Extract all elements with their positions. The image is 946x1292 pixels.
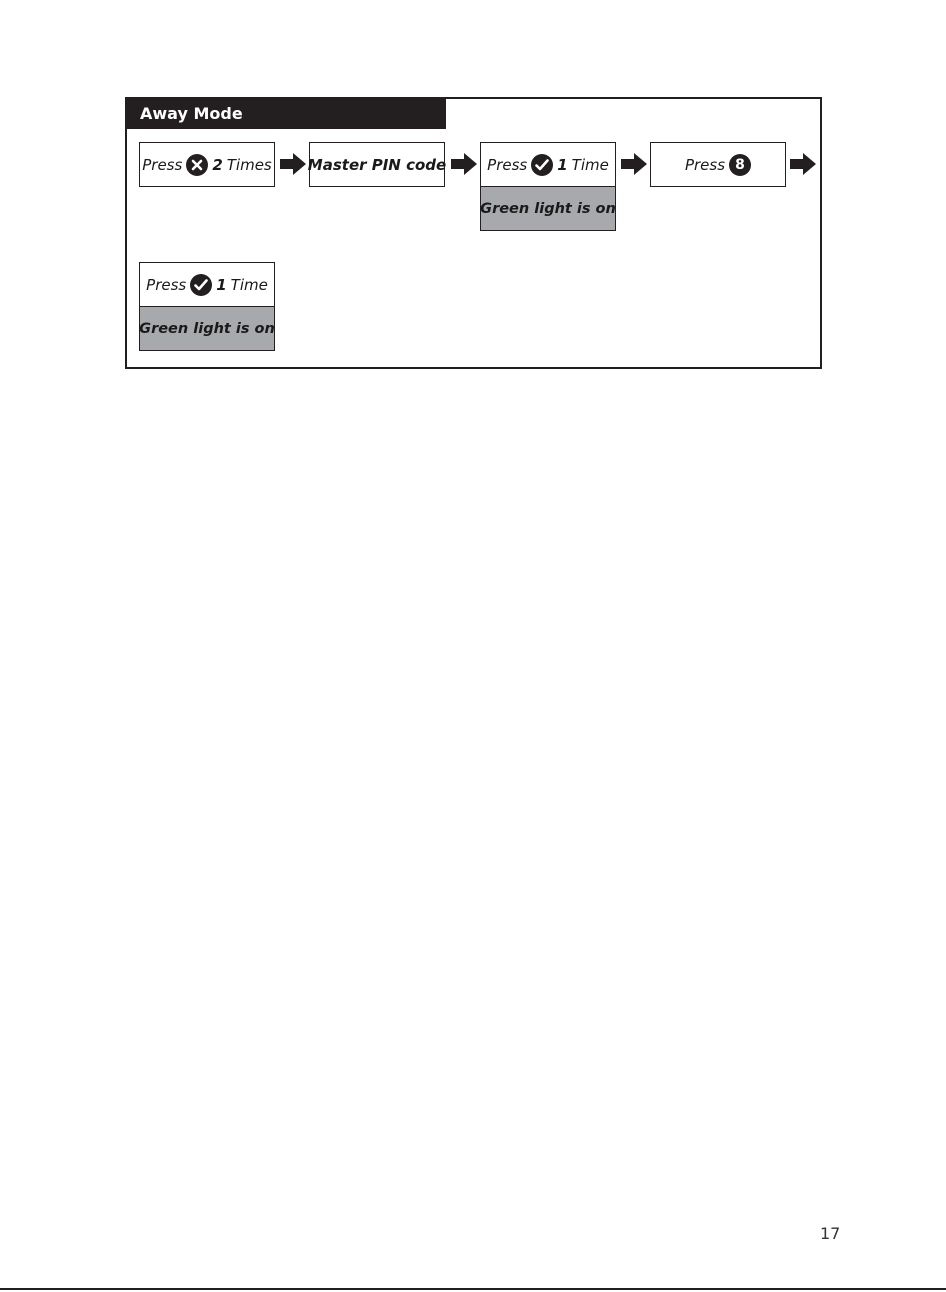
x-button-icon — [186, 154, 208, 176]
arrow-right-icon — [451, 153, 477, 175]
page-bottom-rule — [0, 1288, 946, 1290]
arrow-right-icon — [621, 153, 647, 175]
arrow-right-icon — [790, 153, 816, 175]
step-suffix: Time — [571, 155, 609, 174]
step-suffix: Time — [230, 275, 268, 294]
key-label: 8 — [735, 156, 745, 173]
key-8-icon — [729, 154, 751, 176]
section-title: Away Mode — [127, 99, 446, 129]
step-count: 1 — [216, 275, 227, 294]
step-suffix: Times — [226, 155, 272, 174]
arrow-right-icon — [280, 153, 306, 175]
step-prefix: Press — [684, 155, 726, 174]
step-instruction — [481, 143, 615, 186]
step-press-8 — [650, 142, 786, 187]
step-count: 2 — [212, 155, 223, 174]
step-press-check-once-final — [139, 262, 275, 351]
step-prefix: Press — [487, 155, 528, 174]
step-press-check-once — [480, 142, 616, 231]
step-prefix: Press — [146, 275, 187, 294]
check-button-icon — [531, 154, 553, 176]
step-instruction — [140, 143, 274, 186]
check-button-icon — [190, 274, 212, 296]
step-instruction — [651, 143, 785, 186]
away-mode-panel — [125, 97, 822, 369]
status-green-light: Green light is on — [481, 186, 615, 230]
status-green-light: Green light is on — [140, 306, 274, 350]
page-number: 17 — [820, 1224, 841, 1243]
step-instruction: Master PIN code — [307, 155, 447, 174]
step-master-pin — [309, 142, 445, 187]
step-count: 1 — [557, 155, 568, 174]
step-instruction — [140, 263, 274, 306]
step-press-x-twice — [139, 142, 275, 187]
step-prefix: Press — [142, 155, 183, 174]
